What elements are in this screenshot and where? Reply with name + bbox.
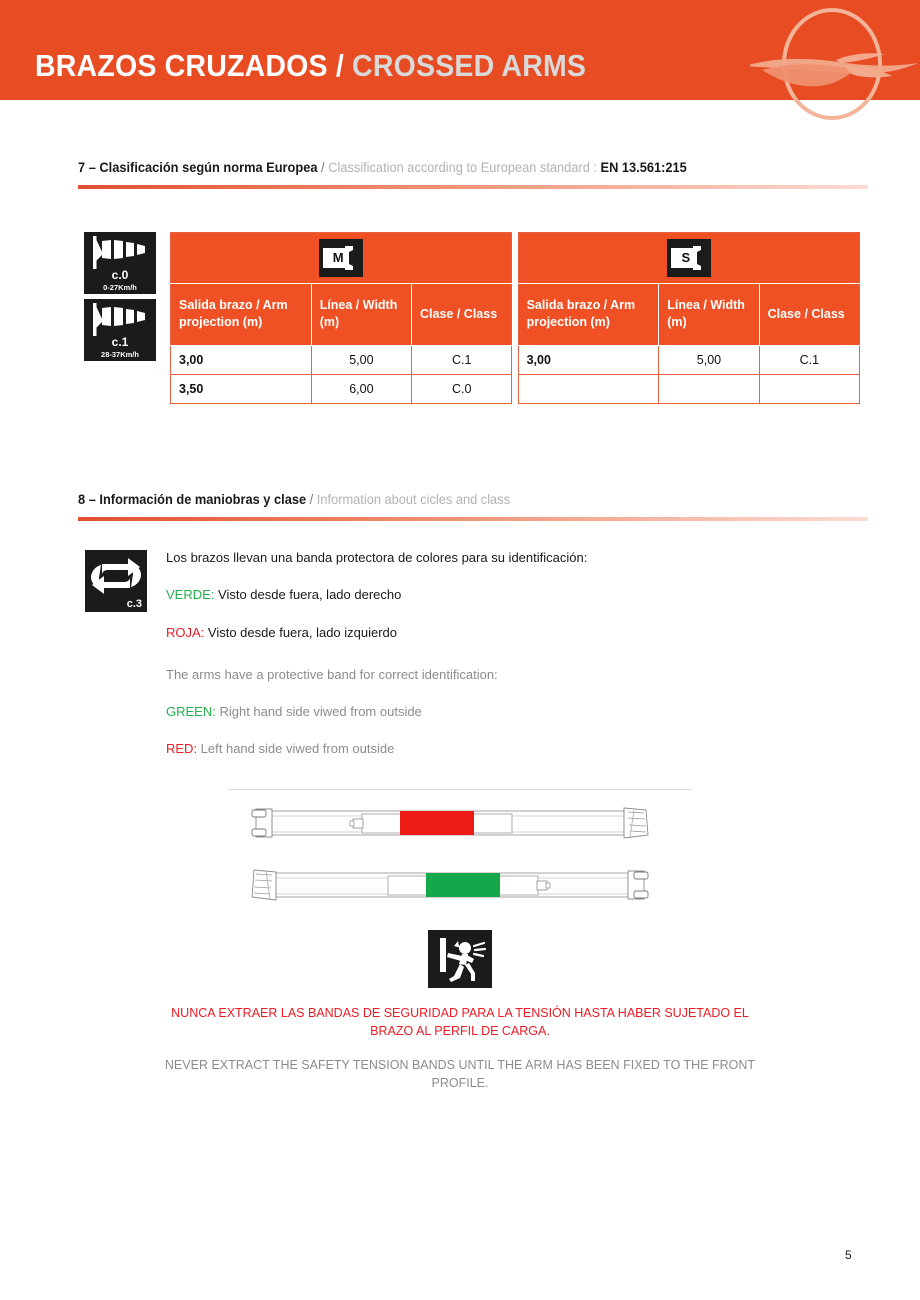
clamp-badge-s-letter: S <box>681 250 691 265</box>
section-7 <box>78 160 868 189</box>
section-7-title-es: Clasificación según norma Europea <box>99 160 318 175</box>
page-number: 5 <box>845 1248 852 1262</box>
cell-m-r1-projection: 3,50 <box>171 375 312 404</box>
band-green-en-key: GREEN: <box>166 704 216 719</box>
band-intro-en <box>166 667 766 683</box>
arm-diagram-left-red <box>252 808 648 838</box>
page-title-separator: / <box>327 48 353 83</box>
col-header-m-width: Línea / Width (m) <box>311 284 411 346</box>
arm-diagram-divider <box>228 789 692 790</box>
band-green-es-key: VERDE: <box>166 587 215 603</box>
section-7-number: 7 <box>78 160 86 175</box>
section-8-dash: – <box>85 492 100 507</box>
clamp-badge-s-icon <box>667 239 711 277</box>
safety-warning-es: NUNCA EXTRAER LAS BANDAS DE SEGURIDAD PARA LA TENSIÓN HASTA HABER SUJETADO EL BRAZO AL PERFIL DE CARGA. <box>171 1006 749 1039</box>
band-red-en <box>166 741 766 757</box>
clamp-badge-m-icon <box>319 239 363 277</box>
classification-table <box>170 232 860 404</box>
crush-hazard-icon <box>428 930 492 988</box>
cell-m-r0-class: C.1 <box>412 346 512 375</box>
cell-s-r1-projection <box>518 375 659 404</box>
band-intro-es-text: Los brazos llevan una banda protectora de colores para su identificación: <box>166 550 588 565</box>
safety-warning-text <box>160 1004 760 1093</box>
col-header-m-class: Clase / Class <box>412 284 512 346</box>
table-badge-row <box>171 233 860 284</box>
section-8-number: 8 <box>78 492 86 507</box>
cell-s-r0-width: 5,00 <box>659 346 759 375</box>
band-green-es-text: Visto desde fuera, lado derecho <box>214 587 402 603</box>
wind-class-c1-range: 28-37Km/h <box>101 350 139 359</box>
band-red-es-text: Visto desde fuera, lado izquierdo <box>204 624 398 640</box>
section-7-standard-code: EN 13.561:215 <box>600 160 687 175</box>
band-red-en-text: Left hand side viwed from outside <box>197 741 395 757</box>
band-intro-en-text: The arms have a protective band for correct identification: <box>166 666 498 682</box>
cell-s-r0-projection: 3,00 <box>518 346 659 375</box>
page-header-band <box>0 0 920 100</box>
band-red-es-key: ROJA: <box>166 624 205 640</box>
col-header-s-projection: Salida brazo / Arm projection (m) <box>518 284 659 346</box>
cell-m-r0-width: 5,00 <box>311 346 411 375</box>
section-8-title-es: Información de maniobras y clase <box>99 492 307 507</box>
section-8-title-en: Information about cicles and class <box>316 492 510 507</box>
cycle-class-c3-icon <box>85 550 147 612</box>
band-red-es <box>166 625 766 641</box>
section-8 <box>78 492 868 521</box>
band-identification-text <box>166 550 766 779</box>
badge-cell-m <box>171 233 512 284</box>
section-7-dash: – <box>85 160 100 175</box>
safety-warning-en: NEVER EXTRACT THE SAFETY TENSION BANDS UNTIL THE ARM HAS BEEN FIXED TO THE FRONT PROFILE. <box>164 1058 756 1091</box>
section-7-title <box>78 160 829 176</box>
wind-class-c1-icon <box>84 299 156 361</box>
section-7-divider <box>78 185 868 189</box>
cell-s-r0-class: C.1 <box>759 346 859 375</box>
cell-m-r1-width: 6,00 <box>311 375 411 404</box>
arm-diagram-right-green <box>252 870 648 900</box>
table-row <box>171 346 860 375</box>
page-title-en: CROSSED ARMS <box>352 48 587 83</box>
table-header-row <box>171 284 860 346</box>
cell-m-r1-class: C.0 <box>412 375 512 404</box>
clamp-badge-m-letter: M <box>332 250 344 265</box>
section-8-title <box>78 492 829 508</box>
arm-diagrams <box>250 805 650 915</box>
badge-cell-s <box>518 233 859 284</box>
wind-class-c1-label: c.1 <box>111 335 129 349</box>
section-7-title-en: Classification according to European standard : <box>328 160 601 175</box>
col-header-s-width: Línea / Width (m) <box>659 284 759 346</box>
wind-class-c0-icon <box>84 232 156 294</box>
col-header-s-class: Clase / Class <box>759 284 859 346</box>
table-row <box>171 375 860 404</box>
wind-class-c0-range: 0-27Km/h <box>103 283 137 292</box>
cell-m-r0-projection: 3,00 <box>171 346 312 375</box>
band-green-en <box>166 704 766 720</box>
cycle-class-c3-label: c.3 <box>126 598 142 610</box>
band-green-en-text: Right hand side viwed from outside <box>215 704 422 719</box>
cell-s-r1-class <box>759 375 859 404</box>
page-title-es: BRAZOS CRUZADOS <box>35 48 328 83</box>
cell-s-r1-width <box>659 375 759 404</box>
classification-table-container <box>170 232 860 404</box>
band-red-en-key: RED: <box>166 741 198 757</box>
band-green-es <box>166 587 766 603</box>
section-7-slash: / <box>317 160 329 175</box>
section-8-slash: / <box>306 492 317 507</box>
wind-class-c0-label: c.0 <box>111 268 129 282</box>
col-header-m-projection: Salida brazo / Arm projection (m) <box>171 284 312 346</box>
section-8-divider <box>78 517 868 521</box>
page-title <box>35 48 586 84</box>
wind-class-icon-group <box>84 232 156 366</box>
band-intro-es <box>166 550 766 566</box>
